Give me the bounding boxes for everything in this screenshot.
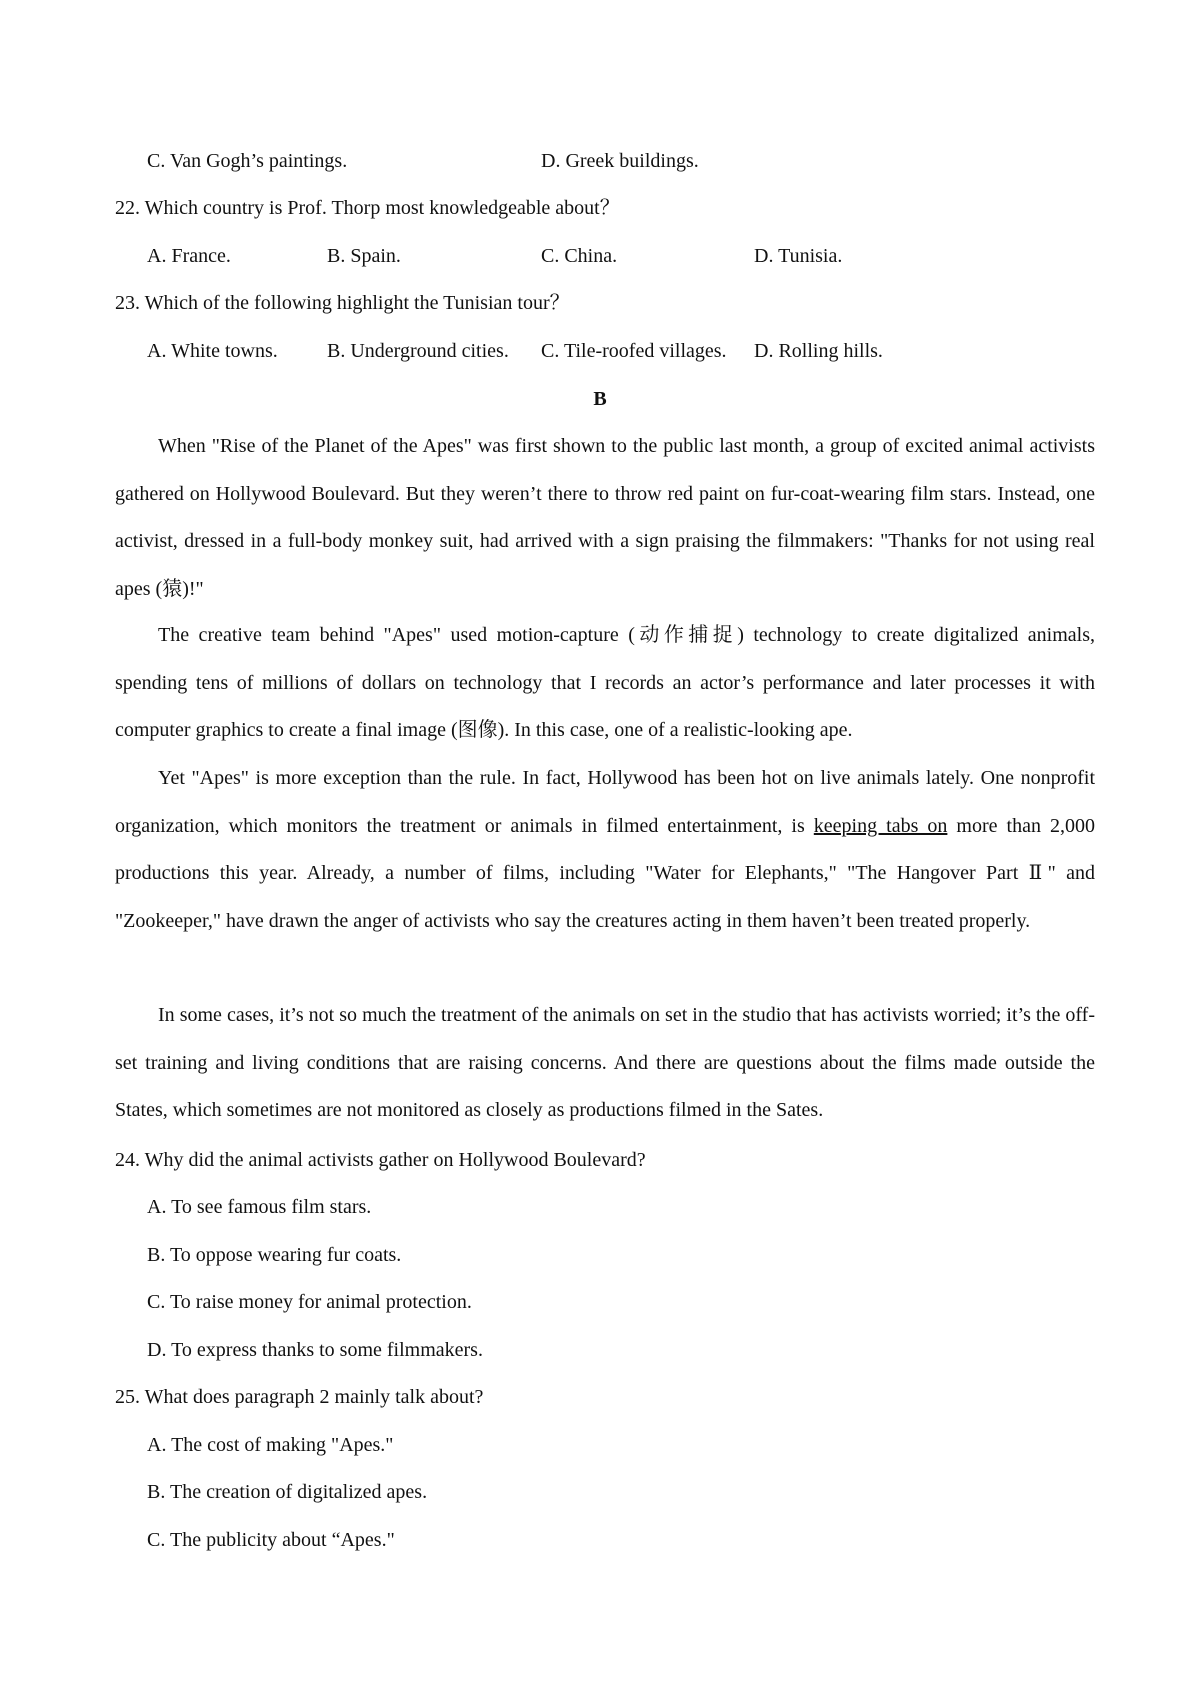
q22-option-a: A. France.: [147, 245, 231, 267]
passage-paragraph-1: When "Rise of the Planet of the Apes" was first shown to the public last month, a group of excited animal activists gathered on Hollywood Boulevard. But they weren’t there to throw red paint on fur-coat-wearing film stars. Instead, one activist, dressed in a full-body monkey suit, had arrived with a sign praising the filmmakers: "Thanks for not using real apes (猿)!": [115, 435, 1095, 600]
q24-option-d: D. To express thanks to some filmmakers.: [147, 1339, 483, 1361]
passage-paragraph-3-text-end: more than 2,000 productions this year. Already, a number of films, including "Water for Elephants," "The Hangover Part Ⅱ" and "Zookeeper," have drawn the anger of activists who say the creatures acting in them haven’t been treated properly.: [115, 814, 1096, 932]
q22-option-b: B. Spain.: [327, 245, 401, 267]
q24-question: 24. Why did the animal activists gather on Hollywood Boulevard?: [115, 1149, 646, 1171]
q24-option-b: B. To oppose wearing fur coats.: [147, 1244, 402, 1266]
q24-option-c: C. To raise money for animal protection.: [147, 1291, 472, 1313]
q23-option-b: B. Underground cities.: [327, 340, 509, 362]
passage-paragraph-3: [115, 755, 1095, 945]
passage-paragraph-4: In some cases, it’s not so much the treatment of the animals on set in the studio that has activists worried; it’s the off-set training and living conditions that are raising concerns. And there are questions about the films made outside the States, which sometimes are not monitored as closely as productions filmed in the Sates.: [115, 1004, 1095, 1121]
q23-option-c: C. Tile-roofed villages.: [541, 340, 727, 362]
q22-option-c: C. China.: [541, 245, 618, 267]
passage-paragraph-2: The creative team behind "Apes" used motion-capture (动作捕捉) technology to create digitalized animals, spending tens of millions of dollars on technology that I records an actor’s performance and later processes it with computer graphics to create a final image (图像). In this case, one of a realistic-looking ape.: [115, 624, 1095, 741]
q25-option-a: A. The cost of making "Apes.": [147, 1434, 394, 1456]
underlined-phrase: keeping tabs on: [813, 814, 948, 837]
q23-question: 23. Which of the following highlight the Tunisian tour？: [115, 292, 570, 314]
q23-option-a: A. White towns.: [147, 340, 278, 362]
q21-option-c: C. Van Gogh’s paintings.: [147, 150, 348, 172]
q22-option-d: D. Tunisia.: [754, 245, 843, 267]
q24-option-a: A. To see famous film stars.: [147, 1196, 372, 1218]
section-heading: B: [593, 388, 607, 410]
q25-option-b: B. The creation of digitalized apes.: [147, 1481, 428, 1503]
q23-option-d: D. Rolling hills.: [754, 340, 883, 362]
q22-question: 22. Which country is Prof. Thorp most knowledgeable about？: [115, 197, 620, 219]
passage-paragraph-3-text: Yet "Apes" is more exception than the rule. In fact, Hollywood has been hot on live animals lately. One nonprofit organization, which monitors the treatment or animals in filmed entertainment, is: [115, 767, 1095, 837]
q25-question: 25. What does paragraph 2 mainly talk about?: [115, 1386, 484, 1408]
q25-option-c: C. The publicity about “Apes.": [147, 1529, 395, 1551]
q21-option-d: D. Greek buildings.: [541, 150, 699, 172]
